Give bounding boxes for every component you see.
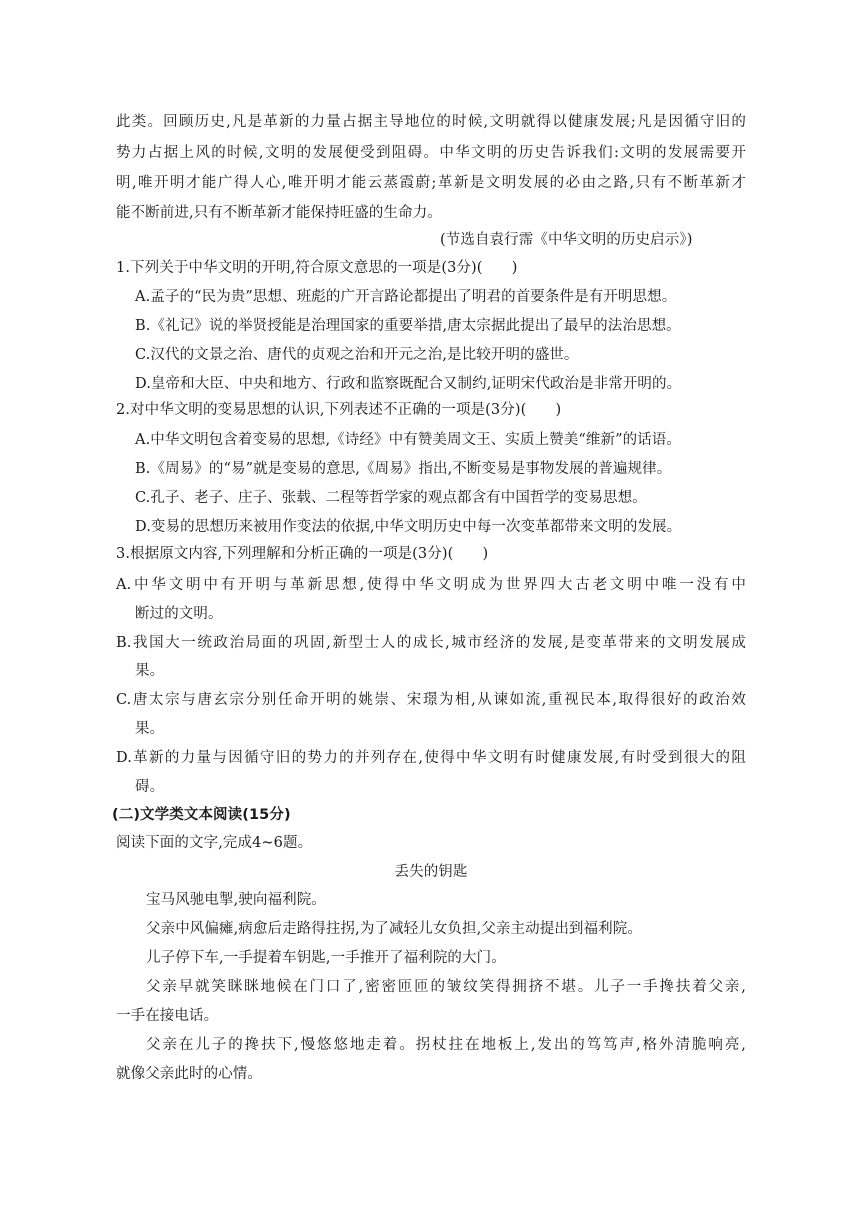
question-3-option-a-line-1: A.中华文明中有开明与革新思想,使得中华文明成为世界四大古老文明中唯一没有中 (116, 577, 746, 593)
passage-line-2: 势力占据上风的时候,文明的发展便受到阻碍。中华文明的历史告诉我们:文明的发展需要开 (116, 145, 746, 161)
question-3-stem: 3.根据原文内容,下列理解和分析正确的一项是(3分)( ) (116, 546, 489, 562)
story-paragraph-5-line-1: 父亲在儿子的搀扶下,慢悠悠地走着。拐杖拄在地板上,发出的笃笃声,格外清脆响亮, (146, 1037, 746, 1053)
story-paragraph-1: 宝马风驰电掣,驶向福利院。 (146, 892, 326, 908)
question-3-option-c-line-2: 果。 (135, 721, 165, 737)
question-2-stem: 2.对中华文明的变易思想的认识,下列表述不正确的一项是(3分)( ) (116, 402, 562, 418)
question-2-option-a: A.中华文明包含着变易的思想,《诗经》中有赞美周文王、实质上赞美“维新”的话语。 (135, 432, 682, 448)
passage-source: (节选自袁行霈《中华文明的历史启示》) (440, 232, 693, 248)
question-1-option-d: D.皇帝和大臣、中央和地方、行政和监察既配合又制约,证明宋代政治是非常开明的。 (135, 376, 682, 392)
passage-line-4: 能不断前进,只有不断革新才能保持旺盛的生命力。 (116, 205, 442, 221)
story-paragraph-4-line-1: 父亲早就笑眯眯地候在门口了,密密匝匝的皱纹笑得拥挤不堪。儿子一手搀扶着父亲, (146, 979, 746, 995)
question-1-stem: 1.下列关于中华文明的开明,符合原文意思的一项是(3分)( ) (116, 260, 518, 276)
section-instruction: 阅读下面的文字,完成4~6题。 (116, 835, 313, 851)
question-3-option-d-line-2: 碍。 (135, 779, 165, 795)
passage-line-1: 此类。回顾历史,凡是革新的力量占据主导地位的时候,文明就得以健康发展;凡是因循守旧的 (116, 114, 746, 130)
question-1-option-b: B.《礼记》说的举贤授能是治理国家的重要举措,唐太宗据此提出了最早的法治思想。 (135, 318, 681, 334)
story-title: 丢失的钥匙 (394, 864, 468, 880)
question-1-option-c: C.汉代的文景之治、唐代的贞观之治和开元之治,是比较开明的盛世。 (135, 347, 579, 363)
question-3-option-b-line-1: B.我国大一统政治局面的巩固,新型士人的成长,城市经济的发展,是变革带来的文明发展成 (116, 635, 746, 651)
story-paragraph-4-line-2: 一手在接电话。 (116, 1008, 219, 1024)
story-paragraph-3: 儿子停下车,一手提着车钥匙,一手推开了福利院的大门。 (146, 950, 506, 966)
question-3-option-c-line-1: C.唐太宗与唐玄宗分别任命开明的姚崇、宋璟为相,从谏如流,重视民本,取得很好的政治效 (116, 692, 746, 708)
question-3-option-b-line-2: 果。 (135, 663, 165, 679)
question-1-option-a: A.孟子的“民为贵”思想、班彪的广开言路论都提出了明君的首要条件是有开明思想。 (135, 289, 677, 305)
passage-line-3: 明,唯开明才能广得人心,唯开明才能云蒸霞蔚;革新是文明发展的必由之路,只有不断革新才 (116, 175, 746, 191)
question-2-option-d: D.变易的思想历来被用作变法的依据,中华文明历史中每一次变革都带来文明的发展。 (135, 519, 682, 535)
story-paragraph-5-line-2: 就像父亲此时的心情。 (116, 1066, 262, 1082)
question-3-option-d-line-1: D.革新的力量与因循守旧的势力的并列存在,使得中华文明有时健康发展,有时受到很大的阻 (116, 750, 746, 766)
question-3-option-a-line-2: 断过的文明。 (135, 606, 223, 622)
question-2-option-c: C.孔子、老子、庄子、张载、二程等哲学家的观点都含有中国哲学的变易思想。 (135, 490, 647, 506)
section-heading: (二)文学类文本阅读(15分) (112, 807, 291, 823)
story-paragraph-2: 父亲中风偏瘫,病愈后走路得拄拐,为了减轻儿女负担,父亲主动提出到福利院。 (146, 921, 642, 937)
question-2-option-b: B.《周易》的“易”就是变易的意思,《周易》指出,不断变易是事物发展的普遍规律。 (135, 461, 672, 477)
